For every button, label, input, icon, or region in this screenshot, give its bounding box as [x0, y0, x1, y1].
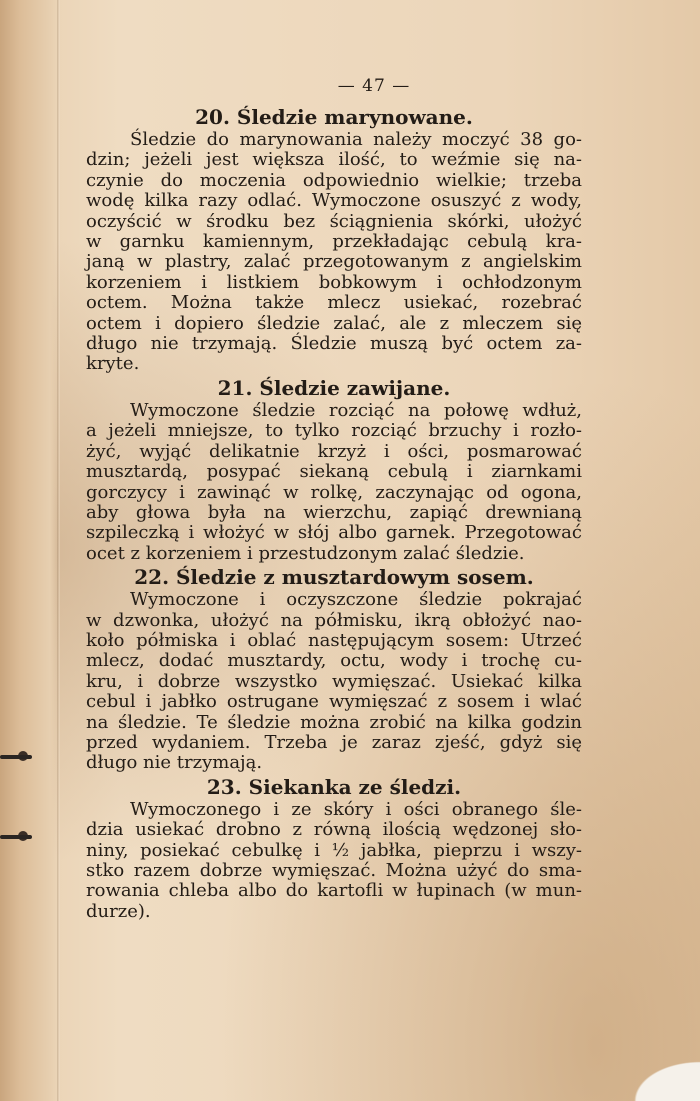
- text-line: długo nie trzymają. Śledzie muszą być octem za-: [86, 333, 582, 355]
- text-line: żyć, wyjąć delikatnie krzyż i ości, posmarować: [86, 440, 582, 462]
- text-line: korzeniem i listkiem bobkowym i ochłodzonym: [86, 271, 582, 293]
- text-line: czynie do moczenia odpowiednio wielkie; trzeba: [86, 169, 582, 191]
- text-line: stko razem dobrze wymięszać. Można użyć do sma-: [86, 860, 582, 881]
- text-line: Wymoczonego i ze skóry i ości obranego śle-: [130, 798, 582, 820]
- text-line: kryte.: [86, 353, 140, 375]
- text-line: koło półmiska i oblać następującym sosem: Utrzeć: [86, 629, 582, 651]
- binding-thread: [0, 755, 32, 759]
- text-line: cebul i jabłko ostrugane wymięszać z sosem i wlać: [86, 691, 582, 713]
- page-fold: [57, 0, 60, 1101]
- recipe-heading: 20. Śledzie marynowane.: [195, 105, 473, 129]
- text-line: oczyścić w środku bez ściągnienia skórki, ułożyć: [86, 210, 582, 232]
- text-line: Śledzie do marynowania należy moczyć 38 go-: [130, 129, 582, 150]
- text-line: na śledzie. Te śledzie można zrobić na kilka godzin: [86, 711, 582, 733]
- text-line: durze).: [86, 900, 151, 922]
- text-line: Wymoczone i oczyszczone śledzie pokrajać: [130, 589, 582, 611]
- recipe-section: [86, 375, 582, 564]
- recipe-body: [86, 130, 582, 375]
- recipe-heading: 23. Siekanka ze śledzi.: [206, 774, 462, 799]
- text-line: w dzwonka, ułożyć na półmisku, ikrą obłożyć nao-: [86, 609, 582, 631]
- recipe-heading: 22. Śledzie z musztardowym sosem.: [134, 565, 534, 590]
- text-line: rowania chleba albo do kartofli w łupinach (w mun-: [86, 880, 582, 902]
- text-line: octem. Można także mlecz usiekać, rozebrać: [86, 292, 582, 314]
- text-line: kru, i dobrze wszystko wymięszać. Usiekać kilka: [86, 670, 582, 692]
- text-line: szpileczką i włożyć w słój albo garnek. Przegotować: [86, 522, 582, 544]
- text-line: gorczycy i zawinąć w rolkę, zaczynając od ogona,: [86, 481, 582, 503]
- binding-thread: [0, 835, 32, 839]
- text-line: musztardą, posypać siekaną cebulą i ziarnkami: [86, 461, 582, 483]
- text-line: długo nie trzymają.: [86, 752, 263, 774]
- recipe-section: [86, 104, 582, 375]
- recipe-body: [86, 590, 582, 774]
- recipe-body: [86, 401, 582, 564]
- text-line: a jeżeli mniejsze, to tylko rozciąć brzuchy i rozło-: [86, 420, 582, 442]
- text-line: przed wydaniem. Trzeba je zaraz zjeść, gdyż się: [86, 731, 582, 753]
- text-line: dzia usiekać drobno z równą ilością wędzonej sło-: [86, 819, 582, 841]
- text-line: mlecz, dodać musztardy, octu, wody i trochę cu-: [86, 650, 582, 672]
- page-text: [86, 68, 582, 922]
- book-spine: [0, 0, 58, 1101]
- recipe-section: [86, 774, 582, 922]
- text-line: Wymoczone śledzie rozciąć na połowę wdłuż,: [130, 399, 582, 421]
- text-line: aby głowa była na wierzchu, zapiąć drewnianą: [86, 501, 582, 523]
- recipe-section: [86, 564, 582, 774]
- text-line: janą w plastry, zalać przegotowanym z angielskim: [86, 251, 582, 273]
- recipe-body: [86, 800, 582, 922]
- text-line: ocet z korzeniem i przestudzonym zalać śledzie.: [86, 542, 525, 564]
- text-line: wodę kilka razy odlać. Wymoczone osuszyć z wody,: [86, 190, 582, 212]
- page-number: — 47 —: [337, 76, 411, 96]
- text-line: octem i dopiero śledzie zalać, ale z mleczem się: [86, 312, 582, 334]
- text-line: dzin; jeżeli jest większa ilość, to weźmie się na-: [86, 149, 582, 171]
- text-line: w garnku kamiennym, przekładając cebulą kra-: [86, 231, 582, 253]
- torn-corner: [550, 1011, 700, 1101]
- recipe-heading: 21. Śledzie zawijane.: [217, 375, 451, 400]
- text-line: niny, posiekać cebulkę i ½ jabłka, pieprzu i wszy-: [86, 839, 582, 861]
